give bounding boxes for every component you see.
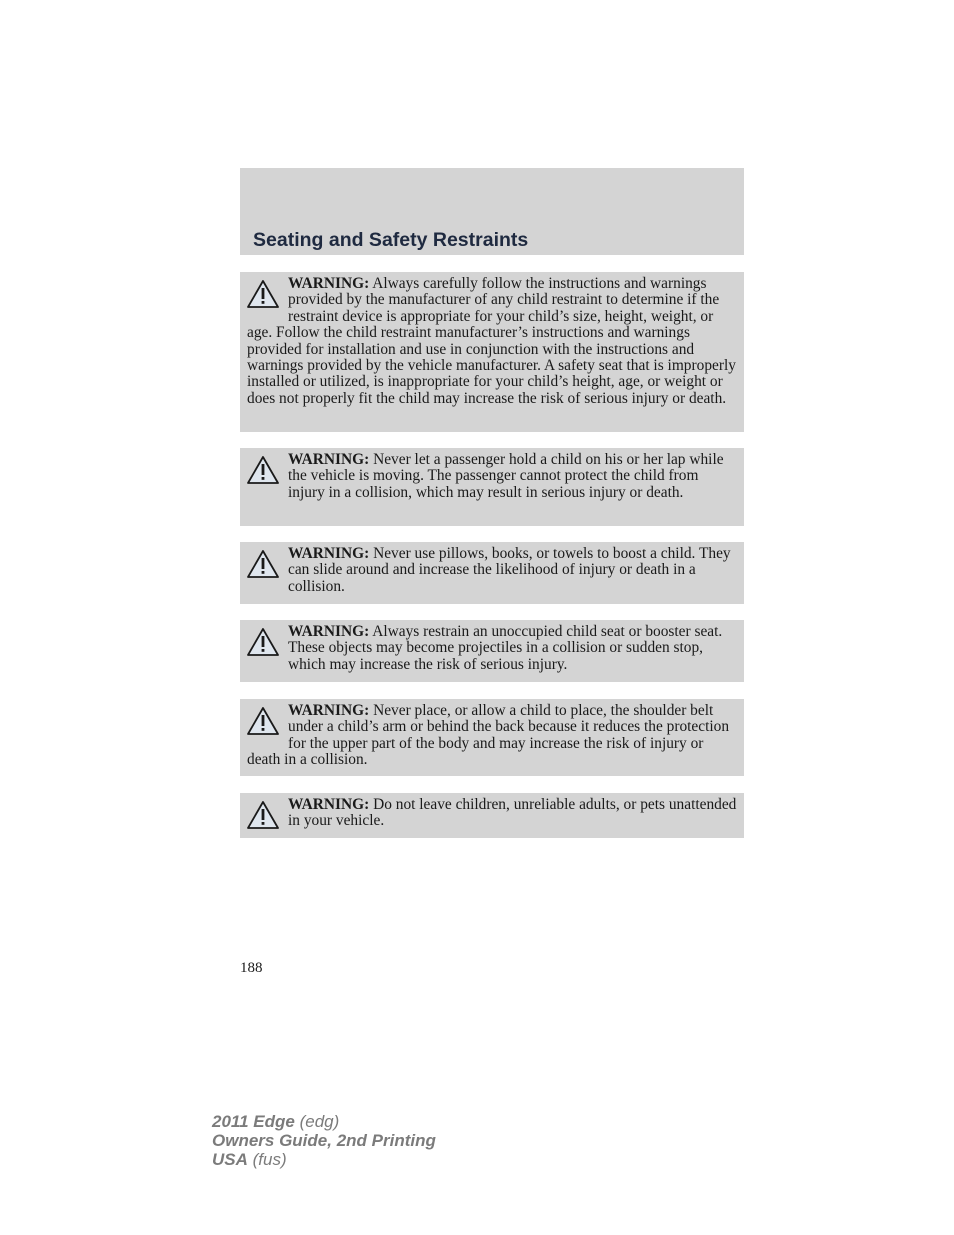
warning-box: [240, 448, 744, 526]
footer-line-guide: Owners Guide, 2nd Printing: [212, 1131, 436, 1150]
warning-box: [240, 793, 744, 838]
footer-line-market: USA (fus): [212, 1150, 287, 1169]
warning-text: Never use pillows, books, or towels to boost a child. They can slide around and increase the likelihood of injury or death in a collision.: [288, 545, 731, 595]
warning-triangle-icon: [246, 549, 280, 579]
warning-triangle-icon: [246, 455, 280, 485]
warning-label: WARNING:: [288, 545, 370, 562]
warning-label: WARNING:: [288, 702, 370, 719]
page-number: 188: [240, 960, 263, 976]
section-title: Seating and Safety Restraints: [253, 229, 529, 251]
warning-label: WARNING:: [288, 451, 370, 468]
warning-triangle-icon: [246, 279, 280, 309]
warning-text: Always restrain an unoccupied child seat or booster seat. These objects may become projectiles in a collision or sudden stop, which may increase the risk of serious injury.: [288, 623, 723, 673]
warning-box: [240, 542, 744, 604]
warning-triangle-icon: [246, 706, 280, 736]
warning-text: Always carefully follow the instructions and warnings provided by the manufacturer of any child restraint to determine if the restraint device is appropriate for your child’s size, height, weight, or age. Follow the child restraint manufacturer’s instructions and warnings provided for installation and use in conjunction with the instructions and warnings provided by the vehicle manufacturer. A safety seat that is improperly installed or utilized, is inappropriate for your child’s height, age, or weight or does not properly fit the child may increase the risk of serious injury or death.: [247, 275, 736, 407]
warning-text: Never place, or allow a child to place, the shoulder belt under a child’s arm or behind the back because it reduces the protection for the upper part of the body and may increase the risk of injury or death in a collision.: [247, 702, 730, 769]
warning-box: [240, 699, 744, 776]
warning-box: [240, 272, 744, 432]
warning-text: Do not leave children, unreliable adults, or pets unattended in your vehicle.: [288, 796, 737, 830]
warning-label: WARNING:: [288, 275, 370, 292]
warning-triangle-icon: [246, 627, 280, 657]
document-footer: [212, 1112, 436, 1169]
warning-label: WARNING:: [288, 623, 370, 640]
warning-box: [240, 620, 744, 682]
warning-text: Never let a passenger hold a child on his or her lap while the vehicle is moving. The passenger cannot protect the child from injury in a collision, which may result in serious injury or death.: [288, 451, 724, 501]
warning-label: WARNING:: [288, 796, 370, 813]
footer-line-model: 2011 Edge (edg): [212, 1112, 340, 1131]
section-header: [240, 168, 744, 255]
warning-triangle-icon: [246, 800, 280, 830]
